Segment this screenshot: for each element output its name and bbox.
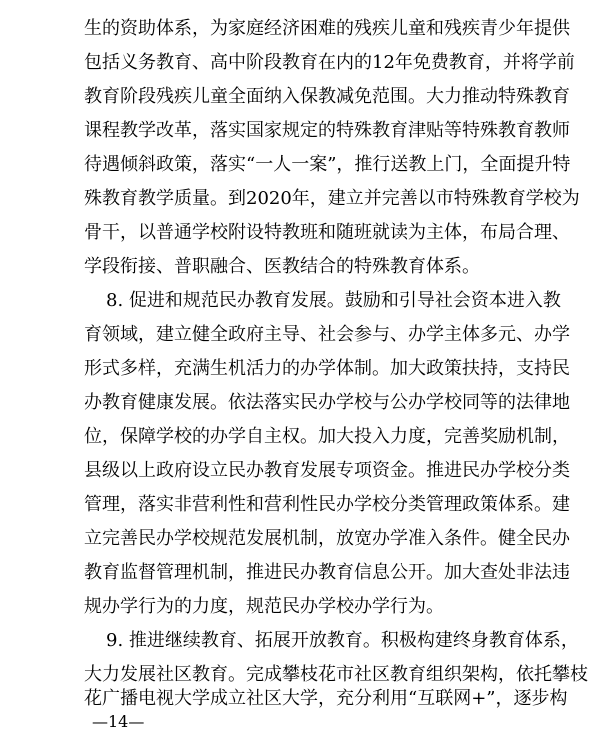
text-line-5: 待遇倾斜政策，落实“一人一案”，推行送教上门，全面提升特 — [84, 154, 571, 175]
text-line-4: 课程教学改革，落实国家规定的特殊教育津贴等特殊教育教师 — [84, 120, 570, 141]
text-line-1: 生的资助体系，为家庭经济困难的残疾儿童和残疾青少年提供 — [84, 18, 570, 39]
text-line-18: 规办学行为的力度，规范民办学校办学行为。 — [84, 596, 444, 617]
text-line-6: 殊教育教学质量。到2020年，建立并完善以市特殊教育学校为 — [84, 188, 580, 209]
text-line-20: 大力发展社区教育。完成攀枝花市社区教育组织架构，依托攀枝 — [84, 664, 588, 685]
text-line-12: 办教育健康发展。依法落实民办学校与公办学校同等的法律地 — [84, 392, 570, 413]
page-number: —14— — [92, 712, 145, 731]
text-line-2: 包括义务教育、高中阶段教育在内的12年免费教育，并将学前 — [84, 52, 575, 73]
text-line-7: 骨干，以普通学校附设特教班和随班就读为主体，布局合理、 — [84, 222, 570, 243]
text-line-13: 位，保障学校的办学自主权。加大投入力度，完善奖励机制， — [84, 426, 570, 447]
paragraph-9-line-1: 9. 推进继续教育、拓展开放教育。积极构建终身教育体系， — [106, 630, 579, 651]
text-line-16: 立完善民办学校规范发展机制，放宽办学准入条件。健全民办 — [84, 528, 570, 549]
text-line-14: 县级以上政府设立民办教育发展专项资金。推进民办学校分类 — [84, 460, 570, 481]
text-line-11: 形式多样，充满生机活力的办学体制。加大政策扶持，支持民 — [84, 358, 570, 379]
text-line-17: 教育监督管理机制，推进民办教育信息公开。加大查处非法违 — [84, 562, 570, 583]
text-line-10: 育领域，建立健全政府主导、社会参与、办学主体多元、办学 — [84, 324, 570, 345]
text-line-8: 学段衔接、普职融合、医教结合的特殊教育体系。 — [84, 256, 480, 277]
text-line-21: 花广播电视大学成立社区大学，充分利用“互联网+”，逐步构 — [84, 688, 568, 709]
paragraph-8-line-1: 8. 促进和规范民办教育发展。鼓励和引导社会资本进入教 — [106, 290, 561, 311]
text-line-15: 管理，落实非营利性和营利性民办学校分类管理政策体系。建 — [84, 494, 570, 515]
text-line-3: 教育阶段残疾儿童全面纳入保教减免范围。大力推动特殊教育 — [84, 86, 570, 107]
